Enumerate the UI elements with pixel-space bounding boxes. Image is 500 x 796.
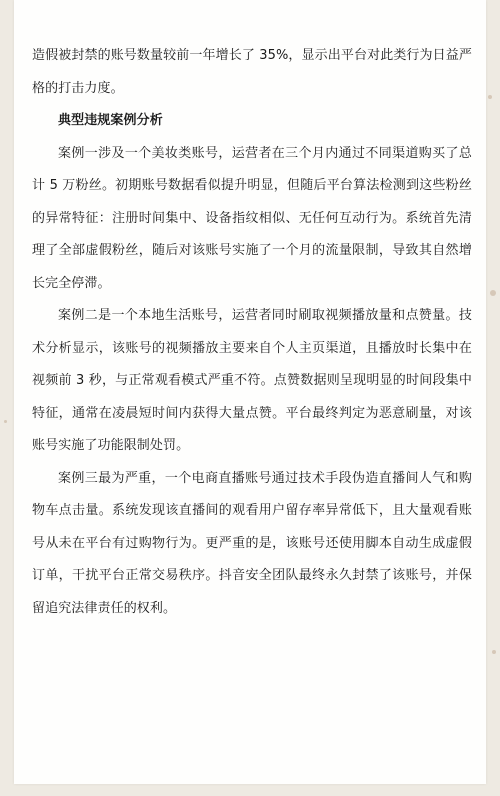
section-heading: 典型违规案例分析 <box>58 113 163 128</box>
article-body <box>32 40 472 625</box>
case-one-paragraph: 案例一涉及一个美妆类账号，运营者在三个月内通过不同渠道购买了总计 5 万粉丝。初期账号数据看似提升明显，但随后平台算法检测到这些粉丝的异常特征：注册时间集中、设备指纹相似、无任何互动行为。系统首先清理了全部虚假粉丝，随后对该账号实施了一个月的流量限制，导致其自然增长完全停滞。 <box>32 145 472 291</box>
background-speck <box>492 650 496 654</box>
background-speck <box>488 95 492 99</box>
continuation-paragraph: 造假被封禁的账号数量较前一年增长了 35%，显示出平台对此类行为日益严格的打击力度。 <box>32 48 472 96</box>
document-page <box>14 0 486 784</box>
case-two-paragraph: 案例二是一个本地生活账号，运营者同时刷取视频播放量和点赞量。技术分析显示，该账号的视频播放主要来自个人主页渠道，且播放时长集中在视频前 3 秒，与正常观看模式严重不符。点赞数据则呈现明显的时间段集中特征，通常在凌晨短时间内获得大量点赞。平台最终判定为恶意刷量，对该账号实施了功能限制处罚。 <box>32 308 472 453</box>
case-three-paragraph: 案例三最为严重，一个电商直播账号通过技术手段伪造直播间人气和购物车点击量。系统发现该直播间的观看用户留存率异常低下，且大量观看账号从未在平台有过购物行为。更严重的是，该账号还使用脚本自动生成虚假订单，干扰平台正常交易秩序。抖音安全团队最终永久封禁了该账号，并保留追究法律责任的权利。 <box>32 470 472 616</box>
background-speck <box>4 420 7 423</box>
background-speck <box>490 290 496 296</box>
